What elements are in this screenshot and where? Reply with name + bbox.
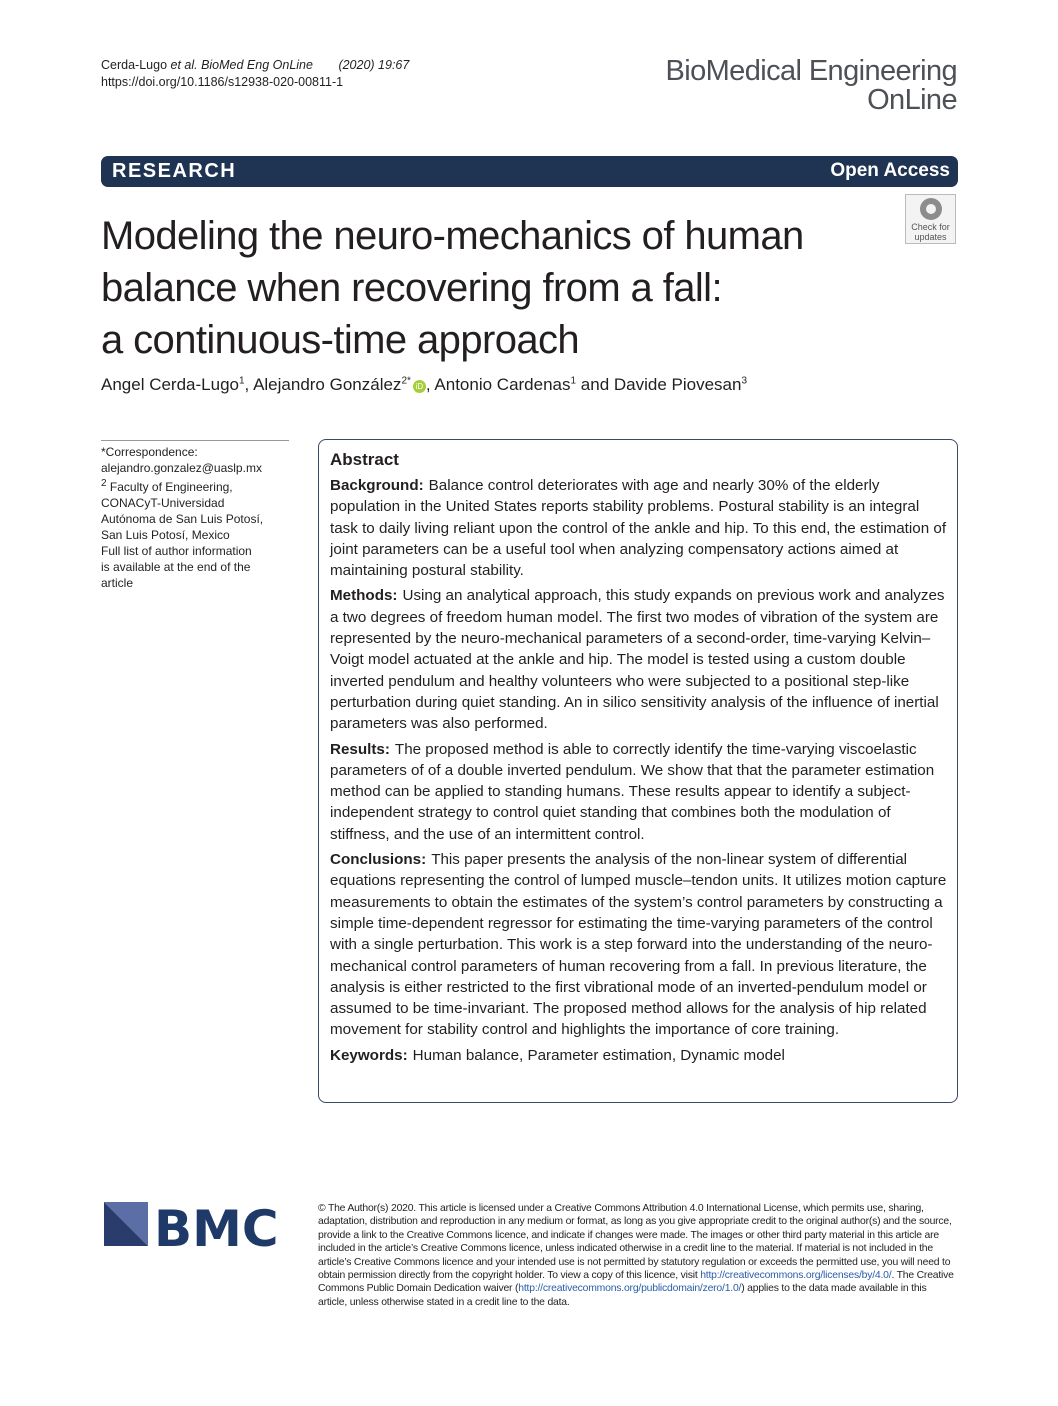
author-name: Angel Cerda-Lugo (101, 375, 239, 394)
article-type-banner (101, 156, 958, 187)
abstract-box (318, 439, 958, 1103)
correspondence-email[interactable]: alejandro.gonzalez@uaslp.mx (101, 461, 262, 475)
results-text: The proposed method is able to correctly identify the time-varying viscoelastic parameters of of a double inverted pendulum. We show that that the parameter estimation method can be applied to standing humans. These results appear to identify a subject-independent strategy to control quiet standing that combines both the modulation of stiffness, and the use of an intermittent control. (330, 740, 935, 843)
abstract-keywords (330, 1045, 947, 1066)
author-name: Antonio Cardenas (434, 375, 571, 394)
author-affiliation-sup: 1 (570, 375, 577, 387)
citation-journal: et al. BioMed Eng OnLine (170, 58, 313, 72)
correspondence-label: *Correspondence: (101, 445, 198, 459)
citation-block (101, 57, 409, 91)
citation-line (101, 57, 409, 74)
conclusions-label: Conclusions: (330, 851, 427, 869)
abstract-background (330, 475, 947, 581)
conclusions-text: This paper presents the analysis of the non-linear system of differential equations representing the control of lumped muscle–tendon units. It utilizes motion capture measurements to obtain the estimates of the system’s control parameters by constructing a simple time-dependent regressor for estimating the time-varying parameters of the control with a single perturbation. This work is a step forward into the understanding of the neuro-mechanical control parameters of human recovering from a fall. In previous literature, the analysis is either restricted to the first vibrational mode of an inverted-pendulum model or assumed to be time-invariant. The proposed method allows for the analysis of hip related movement for stability control and highlights the importance of core training. (330, 851, 947, 1039)
title-line1: Modeling the neuro-mechanics of human (101, 214, 804, 258)
license-text (318, 1202, 958, 1309)
author-separator: , (244, 375, 254, 394)
author-name: Davide Piovesan (613, 375, 742, 394)
abstract-heading: Abstract (330, 450, 399, 469)
author-affiliation-sup: 2* (401, 375, 411, 387)
background-label: Background: (330, 477, 424, 494)
title-line2: balance when recovering from a fall: (101, 266, 722, 310)
update-icon (920, 198, 942, 220)
author-info-note: article (101, 576, 134, 590)
keywords-label: Keywords: (330, 1046, 408, 1064)
keywords-text: Human balance, Parameter estimation, Dynamic model (412, 1046, 785, 1064)
author-separator: and (576, 375, 614, 394)
author-list (101, 375, 747, 395)
author-affiliation-sup: 1 (238, 375, 245, 387)
background-text: Balance control deteriorates with age and nearly 30% of the elderly population in the United States reports stability problems. Postural stability is an integral task to daily living reliant upon the control of the ankle and hip. To this end, the estimation of joint parameters can be a useful tool when analyzing compensatory actions aimed at maintaining postural stability. (330, 477, 947, 580)
license-link-zero[interactable]: http://creativecommons.org/publicdomain/zero/1.0/ (518, 1283, 742, 1295)
affiliation-sup: 2 (101, 478, 107, 489)
results-label: Results: (330, 740, 390, 758)
license-text-1: © The Author(s) 2020. This article is licensed under a Creative Commons Attribution 4.0 International License, which permits use, sharing, adaptation, distribution and reproduction in any medium or format, as long as you give appropriate credit to the original author(s) and the source, provide a link to the Creative Commons licence, and indicate if changes were made. The images or other third party material in this article are included in the article’s Creative Commons licence, unless indicated otherwise in a credit line to the material. If material is not included in the article’s Creative Commons licence and your intended use is not permitted by statutory regulation or exceeds the permitted use, you will need to obtain permission directly from the copyright holder. To view a copy of this licence, visit (318, 1203, 952, 1282)
author-name: Alejandro González (253, 375, 402, 394)
methods-text: Using an analytical approach, this study expands on previous work and analyzes a two degrees of freedom human model. The first two modes of vibration of the system are represented by the neuro-mechanical parameters of a second-order, time-varying Kelvin–Voigt model actuated at the ankle and hip. The model is tested using a custom double inverted pendulum and healthy volunteers who were subjected to a positional step-like perturbation during quiet standing. An in silico sensitivity analysis of the influence of inertial parameters was also performed. (330, 587, 945, 733)
author-info-note: is available at the end of the (101, 560, 251, 574)
affiliation-line: Autónoma de San Luis Potosí, (101, 512, 264, 526)
affiliation-line: CONACyT-Universidad (101, 496, 225, 510)
logo-wordmark: BMC (154, 1202, 279, 1252)
license-text-2: . The Creative Commons Public Domain Dedication waiver ( (318, 1270, 954, 1295)
badge-line2: updates (914, 232, 947, 242)
affiliation-line: San Luis Potosí, Mexico (101, 528, 230, 542)
check-for-updates-badge[interactable] (905, 194, 956, 244)
abstract-methods (330, 585, 947, 734)
article-type-label: RESEARCH (112, 160, 237, 182)
citation-year: (2020) 19:67 (338, 58, 410, 72)
title-line3: a continuous-time approach (101, 318, 580, 362)
badge-line1: Check for (911, 222, 950, 232)
journal-name (666, 57, 957, 115)
orcid-icon[interactable]: iD (413, 380, 426, 393)
license-link-by[interactable]: http://creativecommons.org/licenses/by/4.0/ (700, 1270, 892, 1282)
open-access-label: Open Access (830, 160, 950, 181)
article-title (101, 210, 871, 366)
affiliation-text: Faculty of Engineering, (106, 480, 233, 494)
author-affiliation-sup: 3 (741, 375, 748, 387)
doi-link[interactable]: https://doi.org/10.1186/s12938-020-00811-1 (101, 75, 344, 89)
bmc-logo (104, 1202, 296, 1252)
journal-name-line2: OnLine (867, 84, 957, 116)
journal-name-line1: BioMedical Engineering (665, 55, 957, 87)
affiliation-line (101, 476, 289, 495)
abstract-results (330, 739, 947, 845)
license-text-3: ) applies to the data made available in this article, unless otherwise stated in a credit line to the data. (318, 1283, 927, 1308)
citation-authors: Cerda-Lugo (101, 58, 168, 72)
methods-label: Methods: (330, 587, 398, 605)
correspondence-block (101, 440, 289, 591)
author-info-note: Full list of author information (101, 544, 252, 558)
abstract-conclusions (330, 849, 947, 1041)
author-separator: , (425, 375, 435, 394)
